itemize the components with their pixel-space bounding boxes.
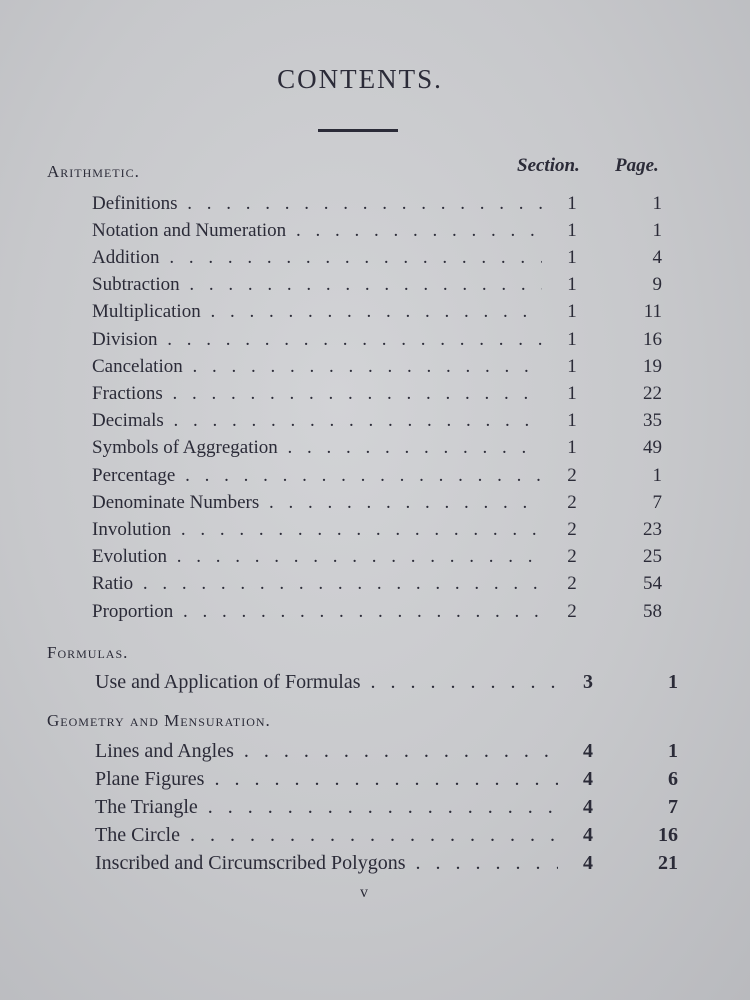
toc-entry (92, 380, 662, 407)
entry-label: The Triangle . . . (95, 796, 558, 819)
entry-label: Symbols of Aggregation . . . (92, 437, 542, 459)
toc-entry (92, 326, 662, 353)
entry-section: 1 (567, 328, 577, 350)
toc-entry (92, 244, 662, 271)
entry-section: 1 (567, 274, 577, 296)
entry-page: 1 (652, 192, 662, 214)
toc-entry (95, 766, 678, 793)
toc-entry (92, 408, 662, 435)
toc-entry (95, 850, 678, 877)
entry-page: 16 (658, 824, 678, 846)
entry-label: Percentage . . . (92, 465, 542, 487)
toc-entry (95, 738, 678, 765)
entry-label: Multiplication . . . (92, 301, 542, 323)
entry-page: 1 (652, 464, 662, 486)
entry-page: 19 (643, 355, 662, 377)
entry-page: 16 (643, 328, 662, 350)
toc-entry (92, 516, 662, 543)
entry-page: 58 (643, 600, 662, 622)
section-column-header: Section. (517, 155, 580, 176)
entry-page: 4 (652, 246, 662, 268)
entry-page: 21 (658, 852, 678, 874)
toc-entry (95, 822, 678, 849)
entry-label: Addition . . . (92, 247, 542, 269)
entry-page: 22 (643, 382, 662, 404)
toc-entry (92, 598, 662, 625)
category-formulas: Formulas. (47, 643, 129, 662)
entry-page: 23 (643, 518, 662, 540)
entry-section: 4 (583, 740, 593, 762)
category-geometry: Geometry and Mensuration. (47, 711, 271, 730)
entry-section: 1 (567, 355, 577, 377)
entry-section: 2 (567, 518, 577, 540)
entry-label: Decimals . . . (92, 410, 542, 432)
entry-label: Evolution . . . (92, 546, 542, 568)
entry-label: Fractions . . . (92, 383, 542, 405)
entry-section: 2 (567, 573, 577, 595)
entry-section: 1 (567, 301, 577, 323)
entry-section: 3 (583, 671, 593, 693)
entry-page: 49 (643, 437, 662, 459)
entry-page: 25 (643, 546, 662, 568)
entry-page: 1 (652, 219, 662, 241)
entry-section: 1 (567, 246, 577, 268)
entry-label: Plane Figures . . . (95, 768, 558, 791)
entry-page: 54 (643, 573, 662, 595)
toc-entry (92, 571, 662, 598)
entry-section: 2 (567, 546, 577, 568)
entry-section: 4 (583, 768, 593, 790)
entry-page: 7 (668, 796, 678, 818)
entry-label: The Circle . . . (95, 824, 558, 847)
title-rule (318, 129, 398, 132)
entry-section: 1 (567, 192, 577, 214)
page-column-header: Page. (615, 155, 659, 176)
entry-page: 11 (643, 301, 662, 323)
page-number: v (360, 884, 368, 901)
toc-entry (92, 489, 662, 516)
entry-section: 1 (567, 382, 577, 404)
entry-page: 35 (643, 410, 662, 432)
entry-section: 2 (567, 600, 577, 622)
page-title: CONTENTS. (277, 64, 443, 94)
entry-section: 4 (583, 852, 593, 874)
entry-section: 2 (567, 464, 577, 486)
toc-entry (92, 353, 662, 380)
toc-entry (92, 272, 662, 299)
entry-page: 6 (668, 768, 678, 790)
category-arithmetic: Arithmetic. (47, 162, 140, 181)
entry-page: 1 (668, 740, 678, 762)
entry-label: Denominate Numbers . . . (92, 492, 542, 514)
entry-label: Lines and Angles . . . (95, 740, 558, 763)
entry-label: Cancelation . . . (92, 356, 542, 378)
entry-section: 1 (567, 219, 577, 241)
entry-label: Subtraction . . . (92, 274, 542, 296)
toc-entry (95, 669, 678, 696)
entry-section: 2 (567, 491, 577, 513)
entry-section: 1 (567, 410, 577, 432)
toc-entry (92, 217, 662, 244)
toc-entry (92, 544, 662, 571)
entry-section: 1 (567, 437, 577, 459)
entry-page: 1 (668, 671, 678, 693)
entry-page: 9 (652, 274, 662, 296)
entry-label: Proportion . . . (92, 601, 542, 623)
toc-entry (92, 190, 662, 217)
entry-label: Definitions . . . (92, 193, 542, 215)
entry-label: Ratio . . . (92, 573, 542, 595)
entry-label: Notation and Numeration . . . (92, 220, 542, 242)
toc-entry (95, 794, 678, 821)
entry-label: Involution . . . (92, 519, 542, 541)
entry-section: 4 (583, 824, 593, 846)
toc-entry (92, 462, 662, 489)
entry-label: Inscribed and Circumscribed Polygons . . . (95, 852, 558, 875)
entry-label: Use and Application of Formulas . . . (95, 671, 558, 694)
toc-entry (92, 299, 662, 326)
entry-section: 4 (583, 796, 593, 818)
entry-page: 7 (652, 491, 662, 513)
toc-entry (92, 435, 662, 462)
entry-label: Division . . . (92, 329, 542, 351)
